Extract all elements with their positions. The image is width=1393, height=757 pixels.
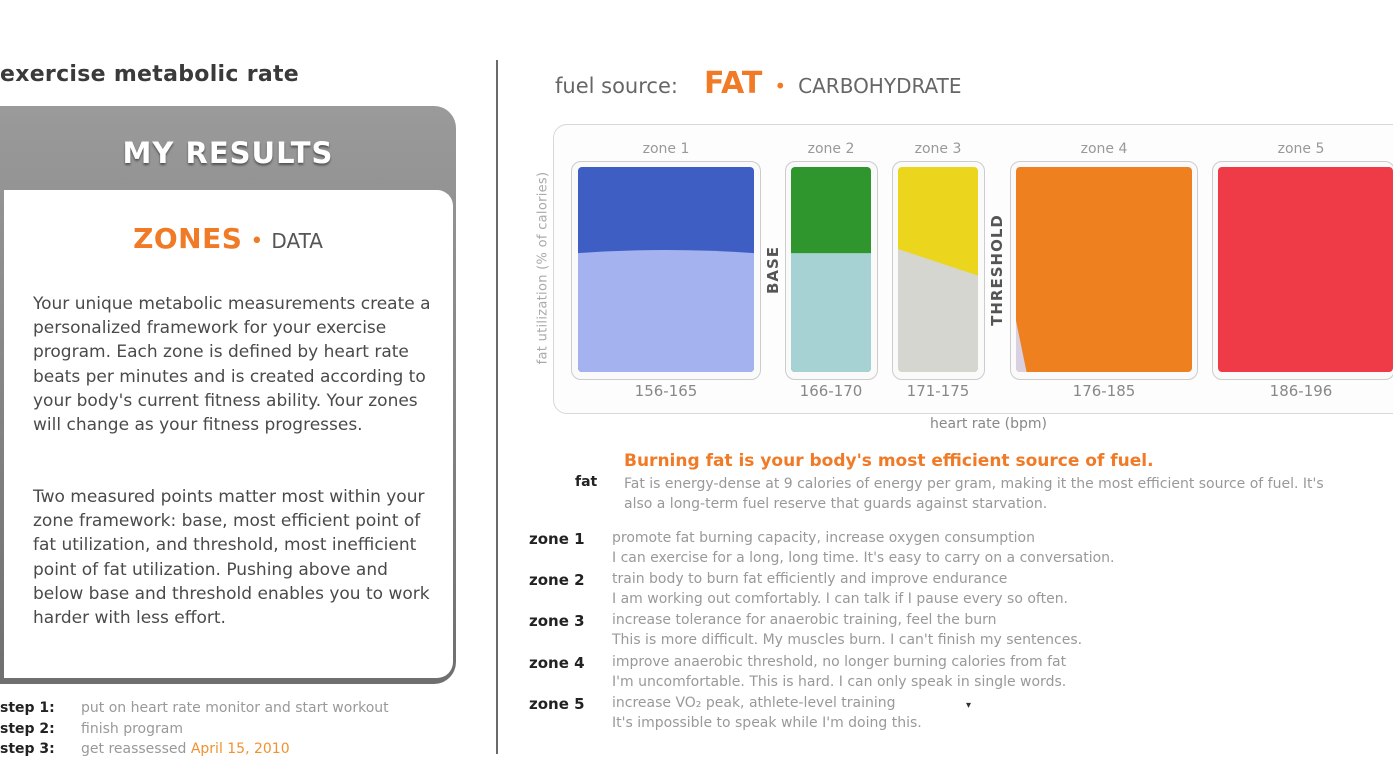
zone-range: 156-165 [634, 382, 698, 400]
zone-row-goal: promote fat burning capacity, increase oxygen consumption [612, 530, 1035, 546]
fat-description-line: Fat is energy-dense at 9 calories of energy per gram, making it the most efficient source of fuel. It's [624, 476, 1324, 492]
zone-5-svg [1218, 167, 1393, 372]
zone-row-label: zone 5 [529, 695, 585, 713]
zone-4-svg [1016, 167, 1192, 372]
zones-word: ZONES [133, 222, 243, 255]
step-label: step 2: [0, 721, 55, 737]
zone-4-bar [1016, 167, 1192, 372]
zones-data-heading [0, 222, 456, 255]
intro-paragraph: Your unique metabolic measurements create a personalized framework for your exercise program. Each zone is defined by heart rate beats per minutes and is created according to your body's current fitness ability. Your zones will change as your fitness progresses. [33, 294, 431, 436]
base-marker-text: BASE [764, 245, 782, 295]
zone-range: 186-196 [1269, 382, 1333, 400]
zone-row-goal: improve anaerobic threshold, no longer burning calories from fat [612, 654, 1067, 670]
x-axis-label: heart rate (bpm) [930, 416, 1047, 432]
results-card-header [0, 106, 456, 190]
bullet-dot: • [250, 229, 264, 254]
zone-row-feeling: I can exercise for a long, long time. It's easy to carry on a conversation. [612, 550, 1115, 566]
fat-description [624, 474, 1324, 514]
results-header-text: MY RESULTS [122, 136, 334, 170]
fat-description-line: also a long-term fuel reserve that guards against starvation. [624, 496, 1048, 512]
threshold-marker-text: THRESHOLD [988, 214, 1006, 326]
zone-row-feeling: I'm uncomfortable. This is hard. I can only speak in single words. [612, 674, 1067, 690]
zone-1-fat-area [578, 250, 754, 372]
y-axis-label-text: fat utilization (% of calories) [535, 171, 551, 365]
zone-row-label: zone 1 [529, 530, 585, 548]
stray-mark: ▾ [966, 700, 972, 711]
zone-range: 176-185 [1072, 382, 1136, 400]
zone-range: 166-170 [799, 382, 863, 400]
fuel-carbohydrate: CARBOHYDRATE [798, 74, 962, 98]
zone-label: zone 5 [1277, 141, 1325, 157]
bullet-dot: • [774, 74, 787, 98]
fat-label: fat [575, 474, 598, 490]
zone-5-carbohydrate-area [1218, 167, 1393, 372]
zone-row-label: zone 3 [529, 612, 585, 630]
step-text: put on heart rate monitor and start workout [81, 700, 389, 716]
zone-4-carbohydrate-area [1016, 167, 1192, 372]
step-text: get reassessed [81, 741, 187, 757]
fuel-source-heading [555, 66, 962, 101]
zone-label: zone 4 [1080, 141, 1128, 157]
zone-row-feeling: This is more difficult. My muscles burn. I can't finish my sentences. [612, 632, 1083, 648]
zone-label: zone 3 [914, 141, 962, 157]
zone-row-goal: train body to burn fat efficiently and improve endurance [612, 571, 1008, 587]
zone-range: 171-175 [906, 382, 970, 400]
zone-3-bar [898, 167, 978, 372]
zone-2-fat-area [791, 253, 871, 372]
zone-row-feeling: It's impossible to speak while I'm doing this. [612, 715, 922, 731]
zone-label: zone 2 [807, 141, 855, 157]
column-divider [496, 60, 498, 754]
burning-fat-heading: Burning fat is your body's most efficient source of fuel. [624, 451, 1154, 471]
zone-2-svg [791, 167, 871, 372]
step-row [0, 721, 183, 737]
zone-1-svg [578, 167, 754, 372]
fuel-fat: FAT [703, 66, 763, 101]
reassess-date: April 15, 2010 [190, 741, 290, 757]
step-label: step 1: [0, 700, 55, 716]
step-text: finish program [81, 721, 183, 737]
zone-row-feeling: I am working out comfortably. I can talk if I pause every so often. [612, 591, 1069, 607]
zone-row-goal: increase tolerance for anaerobic training, feel the burn [612, 612, 997, 628]
zone-row-goal: increase VO₂ peak, athlete-level training [612, 695, 896, 711]
fuel-source-label: fuel source: [555, 74, 678, 98]
zone-row-label: zone 2 [529, 571, 585, 589]
section-title: exercise metabolic rate [0, 62, 300, 87]
step-row [0, 700, 389, 716]
zone-row-label: zone 4 [529, 654, 585, 672]
zone-2-bar [791, 167, 871, 372]
measured-points-paragraph: Two measured points matter most within your zone framework: base, most efficient point of fat utilization, and threshold, most inefficient point of fat utilization. Pushing above and below base and threshold enables you to work harder with less effort. [33, 487, 430, 629]
step-row [0, 741, 290, 757]
step-label: step 3: [0, 741, 55, 757]
zone-3-svg [898, 167, 978, 372]
zone-label: zone 1 [642, 141, 690, 157]
zone-5-bar [1218, 167, 1393, 372]
data-word: DATA [271, 229, 323, 253]
zone-1-bar [578, 167, 754, 372]
